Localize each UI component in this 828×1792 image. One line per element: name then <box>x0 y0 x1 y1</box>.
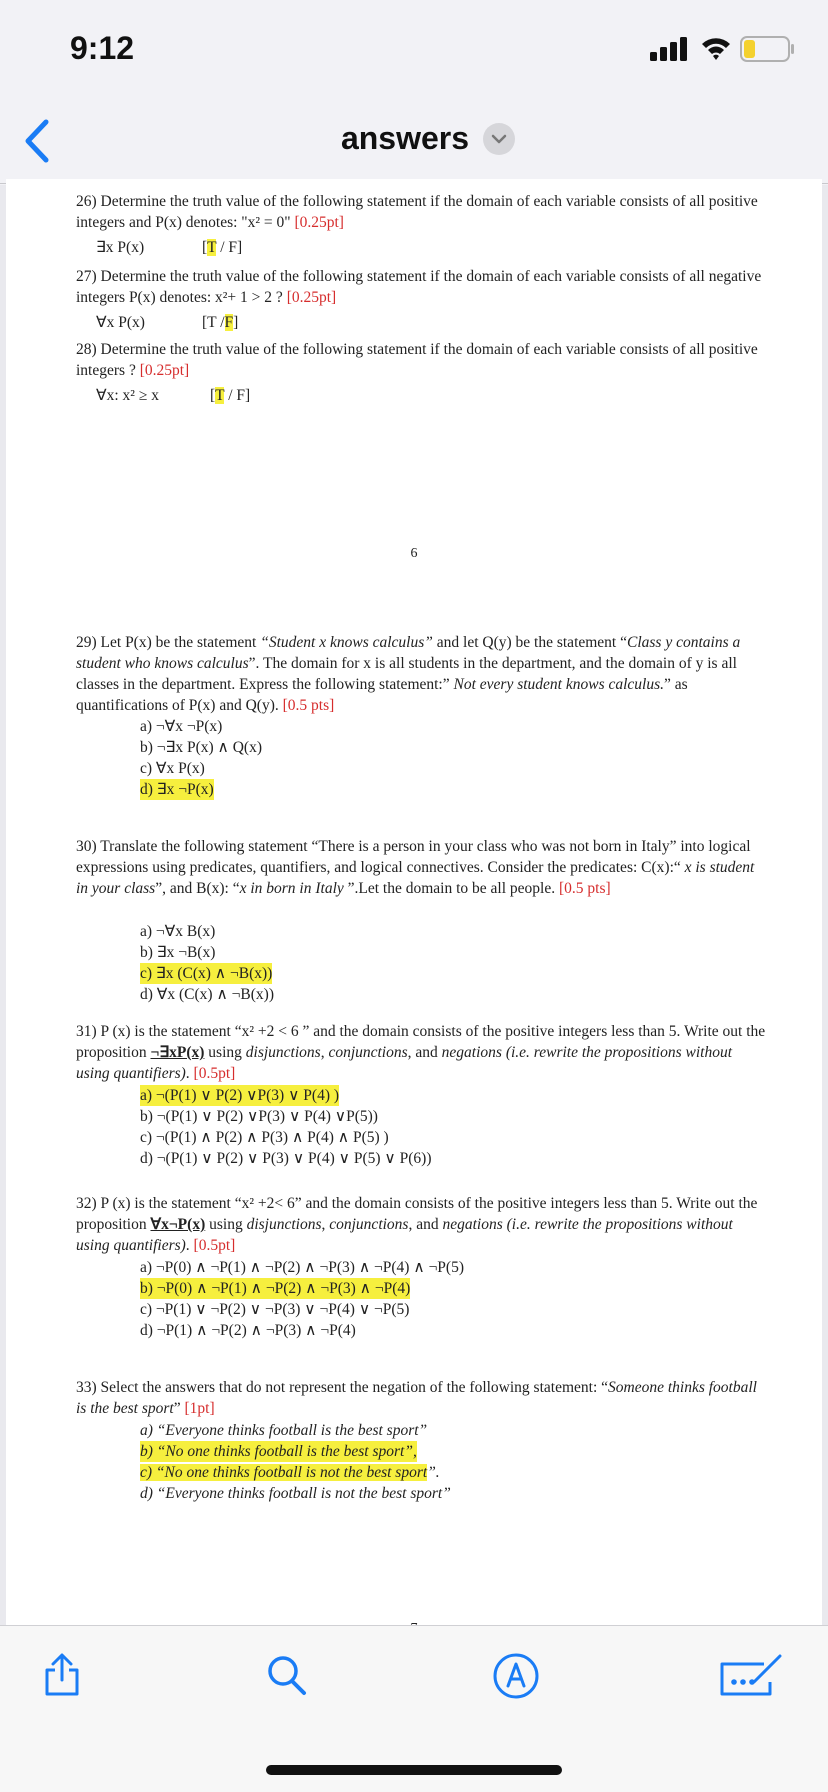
q29-option-b: b) ¬∃x P(x) ∧ Q(x) <box>140 739 263 756</box>
question-32: 32) P (x) is the statement “x² +2< 6” and the domain consists of the positive integers less than 5. Write out the proposition ∀x¬P(x) using disjunctions, conjunctions, and negations (i.e. rewrite the propositions without using quantifiers). [0.5pt] <box>76 1195 758 1254</box>
wifi-icon <box>700 34 732 62</box>
q32-option-a: a) ¬P(0) ∧ ¬P(1) ∧ ¬P(2) ∧ ¬P(3) ∧ ¬P(4) ∧ ¬P(5) <box>140 1259 465 1276</box>
q33-option-a: a) “Everyone thinks football is the best sport” <box>140 1422 428 1439</box>
q26-formula: ∃x P(x) <box>96 239 145 256</box>
q31-option-d: d) ¬(P(1) ∨ P(2) ∨ P(3) ∨ P(4) ∨ P(5) ∨ P(6)) <box>140 1150 432 1167</box>
more-icon[interactable] <box>718 1652 786 1700</box>
q31-option-c: c) ¬(P(1) ∧ P(2) ∧ P(3) ∧ P(4) ∧ P(5) ) <box>140 1129 389 1146</box>
q29-option-d: d) ∃x ¬P(x) <box>140 781 214 798</box>
q27-answer: [T /F] <box>202 314 239 331</box>
question-33: 33) Select the answers that do not represent the negation of the following statement: “Someone thinks football is the best sport” [1pt] <box>76 1379 757 1417</box>
status-bar <box>0 0 828 100</box>
q26-answer: [T / F] <box>202 239 243 256</box>
document-title-menu[interactable] <box>341 120 515 157</box>
page-number: 6 <box>410 546 418 561</box>
q32-option-d: d) ¬P(1) ∧ ¬P(2) ∧ ¬P(3) ∧ ¬P(4) <box>140 1322 356 1339</box>
q28-answer: [T / F] <box>210 387 251 404</box>
q29-option-a: a) ¬∀x ¬P(x) <box>140 718 223 735</box>
question-27: 27) Determine the truth value of the following statement if the domain of each variable consists of all negative integers P(x) denotes: x²+ 1 > 2 ? [0.25pt] <box>76 268 762 306</box>
document-viewer[interactable] <box>0 185 828 1625</box>
q33-option-c: c) “No one thinks football is not the best sport”. <box>140 1464 440 1481</box>
q30-option-b: b) ∃x ¬B(x) <box>140 944 216 961</box>
cellular-signal-icon <box>650 37 690 61</box>
question-31: 31) P (x) is the statement “x² +2 < 6 ” and the domain consists of the positive integers less than 5. Write out the proposition ¬∃xP(x) using disjunctions, conjunctions, and negations (i.e. rewrite the propositions without using quantifiers). [0.5pt] <box>76 1023 766 1082</box>
q31-option-b: b) ¬(P(1) ∨ P(2) ∨P(3) ∨ P(4) ∨P(5)) <box>140 1108 378 1125</box>
question-26: 26) Determine the truth value of the following statement if the domain of each variable consists of all positive integers and P(x) denotes: "x² = 0" [0.25pt] <box>76 193 758 231</box>
q30-option-a: a) ¬∀x B(x) <box>140 923 216 940</box>
pdf-page-7 <box>6 603 822 1643</box>
status-time: 9:12 <box>70 30 135 66</box>
question-30: 30) Translate the following statement “There is a person in your class who was not born in Italy” into logical expressions using predicates, quantifiers, and logical connectives. Consider the predicates: C(x):“ x is student in your class”, and B(x): “x in born in Italy ”.Let the domain to be all people. [0.5 pts] <box>76 838 755 897</box>
q31-option-a: a) ¬(P(1) ∨ P(2) ∨P(3) ∨ P(4) ) <box>140 1087 340 1104</box>
search-icon[interactable] <box>266 1652 308 1698</box>
q30-option-d: d) ∀x (C(x) ∧ ¬B(x)) <box>140 986 274 1003</box>
chevron-down-icon[interactable] <box>483 123 515 155</box>
q28-formula: ∀x: x² ≥ x <box>96 387 159 404</box>
home-indicator[interactable] <box>266 1765 562 1775</box>
q33-option-b: b) “No one thinks football is the best sport”, <box>140 1443 417 1460</box>
document-title: answers <box>340 120 470 156</box>
q27-formula: ∀x P(x) <box>96 314 145 331</box>
question-29: 29) Let P(x) be the statement “Student x knows calculus” and let Q(y) be the statement “Class y contains a student who knows calculus”. The domain for x is all students in the department, and the domain of y is all classes in the department. Express the following statement:” Not every student knows calculus.” as quantifications of P(x) and Q(y). [0.5 pts] <box>76 634 741 714</box>
q29-option-c: c) ∀x P(x) <box>140 760 205 777</box>
q33-option-d: d) “Everyone thinks football is not the best sport” <box>140 1485 451 1502</box>
battery-icon <box>740 36 796 62</box>
q32-option-b: b) ¬P(0) ∧ ¬P(1) ∧ ¬P(2) ∧ ¬P(3) ∧ ¬P(4) <box>140 1280 411 1297</box>
q32-option-c: c) ¬P(1) ∨ ¬P(2) ∨ ¬P(3) ∨ ¬P(4) ∨ ¬P(5) <box>140 1301 410 1318</box>
share-icon[interactable] <box>42 1652 82 1698</box>
q30-option-c: c) ∃x (C(x) ∧ ¬B(x)) <box>140 965 273 982</box>
question-28: 28) Determine the truth value of the following statement if the domain of each variable consists of all positive integers ? [0.25pt] <box>76 341 758 379</box>
markup-icon[interactable] <box>492 1652 540 1700</box>
